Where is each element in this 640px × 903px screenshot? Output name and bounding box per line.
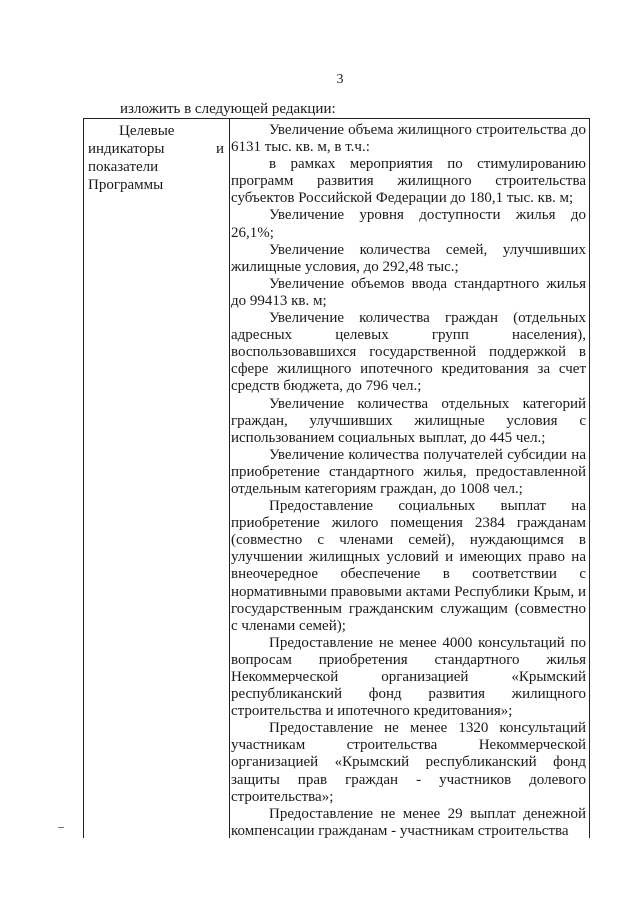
row-header-line-2b: и: [215, 141, 224, 157]
page-number: 3: [336, 72, 344, 87]
row-header-line-1: Целевые: [119, 123, 175, 139]
indicator-paragraph-3: Увеличение уровня доступности жилья до 26,1%;: [231, 207, 586, 241]
indicators-content-cell: [231, 122, 586, 840]
column-divider: [229, 119, 230, 838]
indicator-paragraph-2: в рамках мероприятия по стимулированию программ развития жилищного строительства субъектов Российской Федерации до 180,1 тыс. кв. м;: [231, 156, 586, 207]
indicator-paragraph-12: Предоставление не менее 29 выплат денежной компенсации гражданам - участникам строительства: [231, 805, 586, 839]
indicator-paragraph-9: Предоставление социальных выплат на приобретение жилого помещения 2384 гражданам (совместно с членами семей), нуждающимся в улучшении жилищных условий и имеющих право на внеочередное обеспечение в соответствии с нормативными правовыми актами Республики Крым, и государственным гражданским служащим (совместно с членами семей);: [231, 498, 586, 634]
row-header-line-2a: индикаторы: [88, 141, 165, 157]
indicator-paragraph-7: Увеличение количества отдельных категорий граждан, улучшивших жилищные условия с использованием социальных выплат, до 445 чел.;: [231, 395, 586, 446]
indicator-paragraph-8: Увеличение количества получателей субсидии на приобретение стандартного жилья, предоставленной отдельным категориям граждан, до 1008 чел.;: [231, 446, 586, 497]
row-header-line-3: показатели: [88, 159, 159, 175]
indicators-table: [83, 118, 590, 838]
indicator-paragraph-1: Увеличение объема жилищного строительства до 6131 тыс. кв. м, в т.ч.:: [231, 122, 586, 156]
indicator-paragraph-6: Увеличение количества граждан (отдельных адресных целевых групп населения), воспользовавшихся государственной поддержкой в сфере жилищного ипотечного кредитования за счет средств бюджета, до 796 чел.;: [231, 310, 586, 395]
scan-mark: [58, 827, 64, 828]
row-header-cell: [88, 122, 224, 194]
indicator-paragraph-4: Увеличение количества семей, улучшивших жилищные условия, до 292,48 тыс.;: [231, 241, 586, 275]
intro-text: изложить в следующей редакции:: [120, 101, 336, 117]
indicator-paragraph-11: Предоставление не менее 1320 консультаций участникам строительства Некоммерческой организацией «Крымский республиканский фонд защиты прав граждан - участников долевого строительства»;: [231, 720, 586, 805]
indicator-paragraph-10: Предоставление не менее 4000 консультаций по вопросам приобретения стандартного жилья Некоммерческой организацией «Крымский республиканский фонд развития жилищного строительства и ипотечного кредитования»;: [231, 634, 586, 720]
indicator-paragraph-5: Увеличение объемов ввода стандартного жилья до 99413 кв. м;: [231, 275, 586, 309]
row-header-line-4: Программы: [88, 177, 164, 193]
